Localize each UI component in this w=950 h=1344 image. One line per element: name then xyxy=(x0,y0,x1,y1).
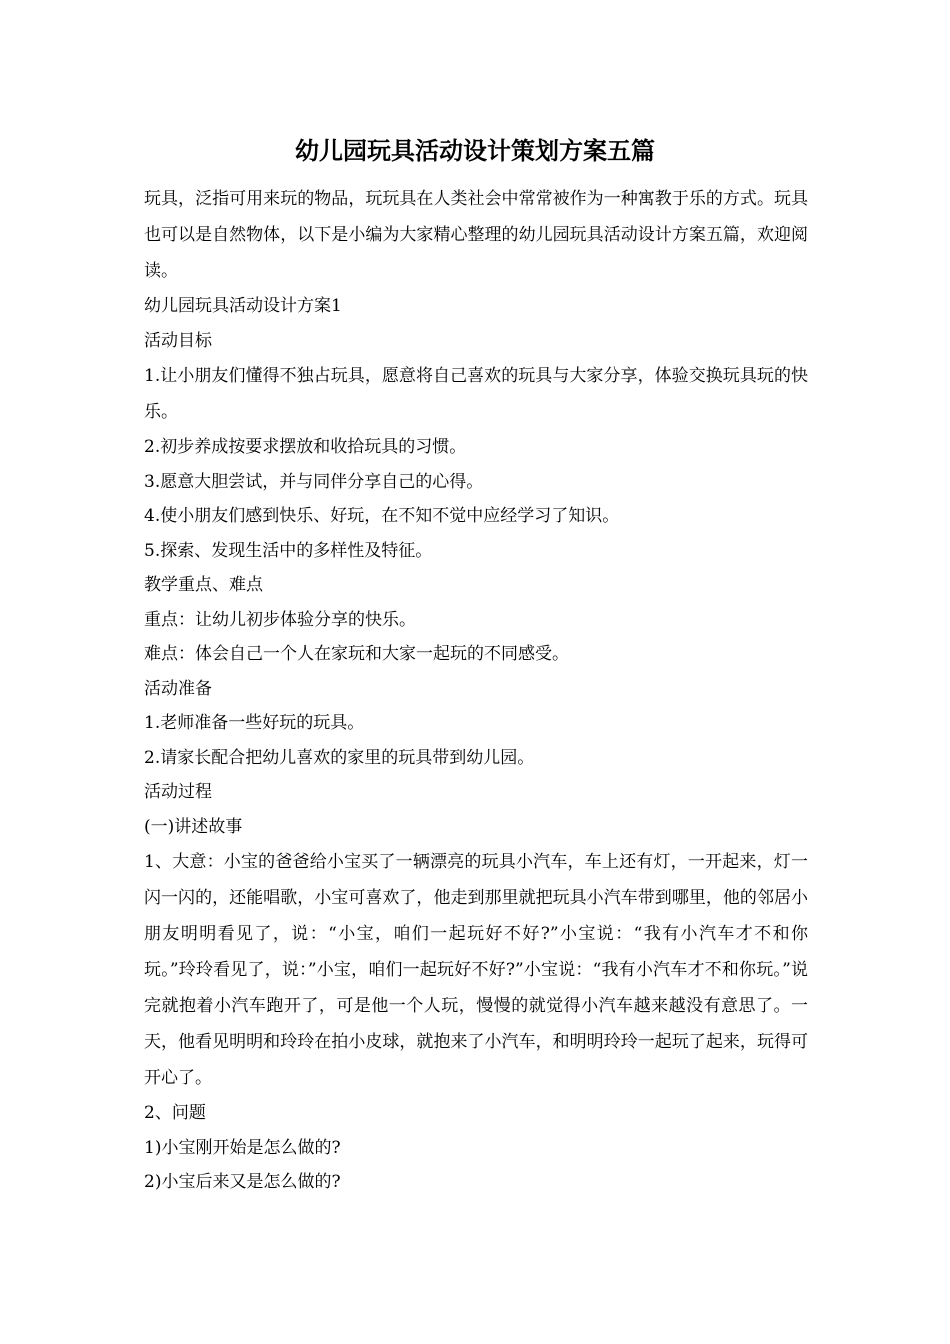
paragraph: 1)小宝刚开始是怎么做的? xyxy=(144,1137,341,1158)
document-body xyxy=(144,181,808,1200)
paragraph: 重点：让幼儿初步体验分享的快乐。 xyxy=(144,609,416,630)
paragraph: 2.初步养成按要求摆放和收拾玩具的习惯。 xyxy=(144,437,467,457)
paragraph: 2)小宝后来又是怎么做的? xyxy=(144,1172,341,1192)
paragraph: (一)讲述故事 xyxy=(144,816,243,837)
paragraph: 1.老师准备一些好玩的玩具。 xyxy=(144,713,365,733)
paragraph: 2.请家长配合把幼儿喜欢的家里的玩具带到幼儿园。 xyxy=(144,747,535,768)
paragraph: 1、大意：小宝的爸爸给小宝买了一辆漂亮的玩具小汽车，车上还有灯，一开起来，灯一闪一闪的，还能唱歌，小宝可喜欢了，他走到那里就把玩具小汽车带到哪里，他的邻居小朋友明明看见了，说：“小宝，咱们一起玩好不好?”小宝说：“我有小汽车才不和你玩。”玲玲看见了，说：”小宝，咱们一起玩好不好?”小宝说：“我有小汽车才不和你玩。”说完就抱着小汽车跑开了，可是他一个人玩，慢慢的就觉得小汽车越来越没有意思了。一天，他看见明明和玲玲在拍小皮球，就抱来了小汽车，和明明玲玲一起玩了起来，玩得可开心了。 xyxy=(144,852,808,1088)
document-title: 幼儿园玩具活动设计策划方案五篇 xyxy=(295,136,655,165)
paragraph: 1.让小朋友们懂得不独占玩具，愿意将自己喜欢的玩具与大家分享，体验交换玩具玩的快乐。 xyxy=(144,366,808,422)
paragraph: 活动目标 xyxy=(144,330,212,351)
paragraph: 难点：体会自己一个人在家玩和大家一起玩的不同感受。 xyxy=(144,644,569,664)
paragraph: 幼儿园玩具活动设计方案1 xyxy=(144,296,342,316)
paragraph: 活动准备 xyxy=(144,678,212,699)
paragraph: 2、问题 xyxy=(144,1103,206,1123)
paragraph: 5.探索、发现生活中的多样性及特征。 xyxy=(144,540,433,561)
paragraph: 活动过程 xyxy=(144,782,212,802)
paragraph: 3.愿意大胆尝试，并与同伴分享自己的心得。 xyxy=(144,471,484,492)
paragraph: 4.使小朋友们感到快乐、好玩，在不知不觉中应经学习了知识。 xyxy=(144,506,620,526)
paragraph: 教学重点、难点 xyxy=(144,575,263,595)
paragraph: 玩具，泛指可用来玩的物品，玩玩具在人类社会中常常被作为一种寓教于乐的方式。玩具也可以是自然物体，以下是小编为大家精心整理的幼儿园玩具活动设计方案五篇，欢迎阅读。 xyxy=(144,189,808,281)
